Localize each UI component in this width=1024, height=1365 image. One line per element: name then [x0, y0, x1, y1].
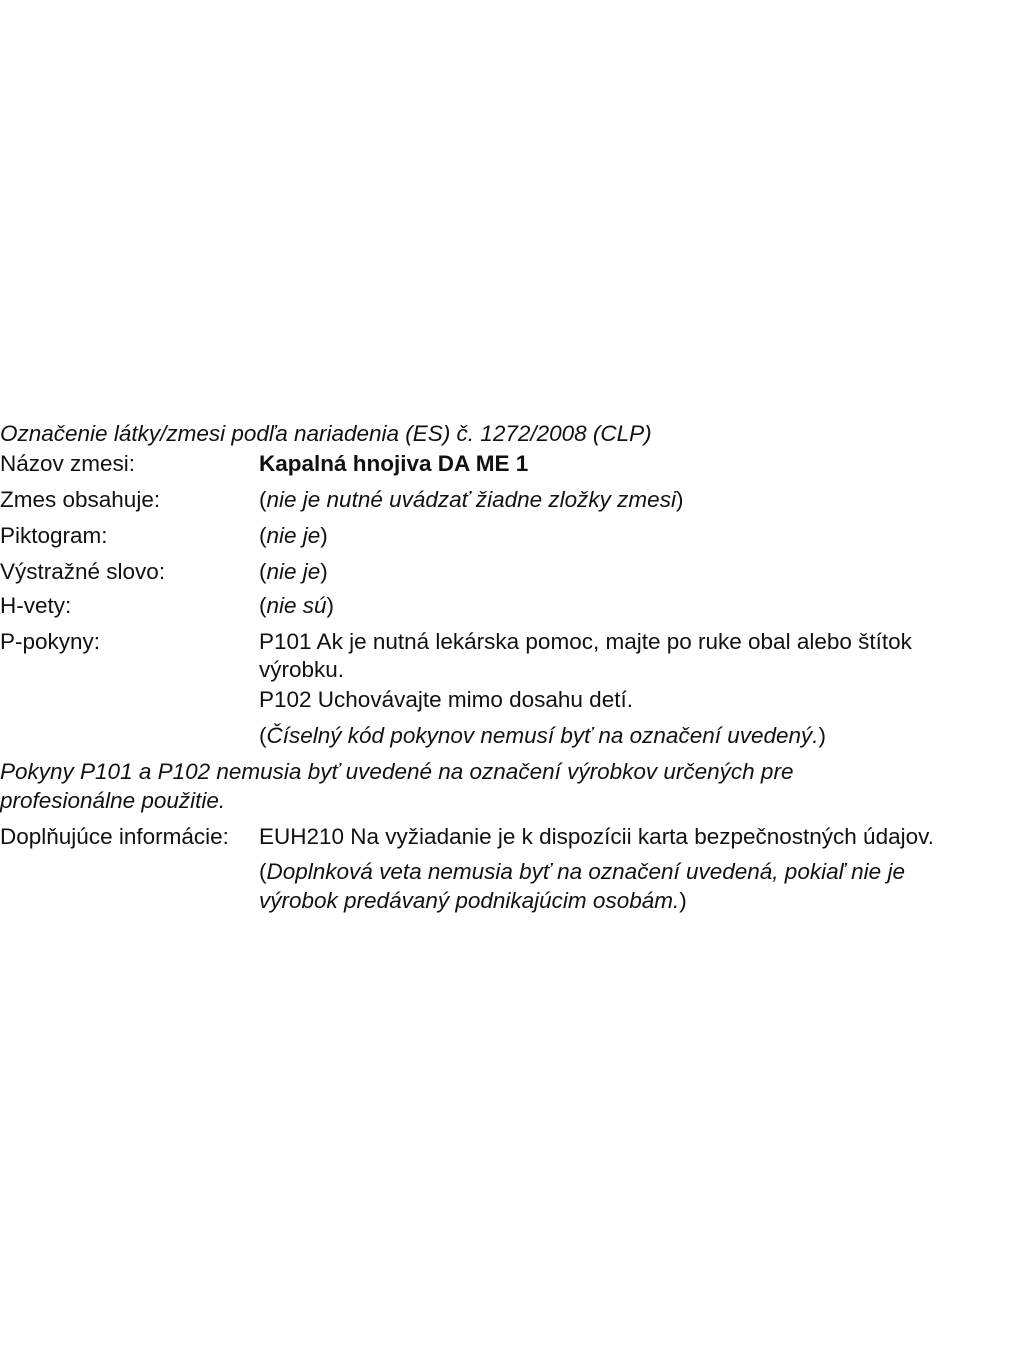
- contains-value: (nie je nutné uvádzať žiadne zložky zmesi): [259, 487, 684, 512]
- professional-note-line2: profesionálne použitie.: [0, 788, 226, 813]
- p101-line1: P101 Ak je nutná lekárska pomoc, majte po ruke obal alebo štítok: [259, 629, 912, 654]
- supplementary-label: Doplňujúce informácie:: [0, 824, 229, 849]
- p102-statement: P102 Uchovávajte mimo dosahu detí.: [259, 687, 633, 712]
- supplementary-note-line1: (Doplnková veta nemusia byť na označení uvedená, pokiaľ nie je: [259, 859, 905, 884]
- signal-word-value: (nie je): [259, 559, 328, 584]
- mixture-name-value: Kapalná hnojiva DA ME 1: [259, 451, 529, 476]
- professional-note-line1: Pokyny P101 a P102 nemusia byť uvedené na označení výrobkov určených pre: [0, 759, 794, 784]
- euh210-statement: EUH210 Na vyžiadanie je k dispozícii karta bezpečnostných údajov.: [259, 824, 934, 849]
- p-statements-label: P-pokyny:: [0, 629, 101, 654]
- h-statements-label: H-vety:: [0, 593, 72, 618]
- supplementary-note-line2: výrobok predávaný podnikajúcim osobám.): [259, 888, 687, 913]
- section-heading: Označenie látky/zmesi podľa nariadenia (ES) č. 1272/2008 (CLP): [0, 421, 652, 446]
- pictogram-value: (nie je): [259, 523, 328, 548]
- p-code-note: (Číselný kód pokynov nemusí byť na označení uvedený.): [259, 723, 827, 748]
- mixture-name-label: Názov zmesi:: [0, 451, 136, 476]
- p101-line2: výrobku.: [259, 657, 345, 682]
- contains-label: Zmes obsahuje:: [0, 487, 161, 512]
- h-statements-value: (nie sú): [259, 593, 335, 618]
- signal-word-label: Výstražné slovo:: [0, 559, 166, 584]
- pictogram-label: Piktogram:: [0, 523, 108, 548]
